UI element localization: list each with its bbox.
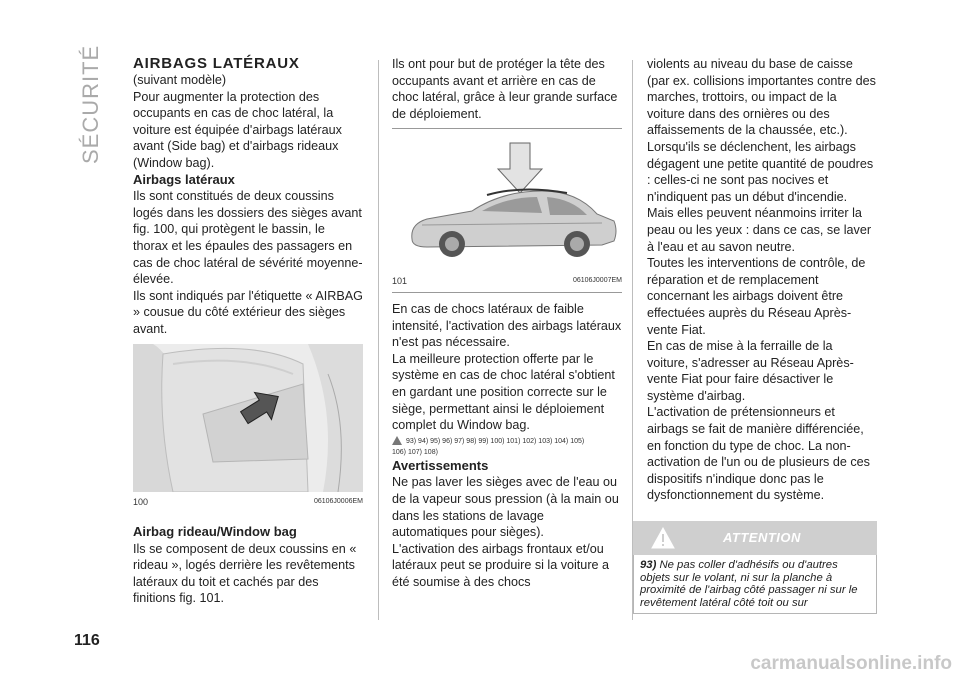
warning-triangle-icon — [651, 527, 675, 549]
refs-line: 106) 107) 108) — [392, 448, 438, 456]
paragraph: Ils se composent de deux coussins en « rideau », logés derrière les revêtements latéraux du toit et cachés par des finitions fig. 101. — [133, 541, 357, 606]
paragraph: violents au niveau du base de caisse (par ex. collisions importantes contre des marches, trottoirs, ou impact de la voiture dans des ornières ou des affaissements de la chaussée, etc.). — [647, 57, 876, 138]
section-title: AIRBAGS LATÉRAUX — [133, 55, 300, 72]
column-1 — [133, 56, 363, 607]
figure-number: 101 — [392, 276, 408, 287]
figure-code: 06106J0006EM — [313, 497, 363, 505]
subheading: Airbags latéraux — [133, 171, 235, 187]
paragraph: En cas de mise à la ferraille de la voiture, s'adresser au Réseau Après-vente Fiat pour faire désactiver le système d'airbag. — [647, 339, 854, 403]
paragraph: Toutes les interventions de contrôle, de réparation et de remplacement concernant les airbags doivent être effectuées auprès du Réseau Après-vente Fiat. — [647, 256, 866, 337]
paragraph: En cas de chocs latéraux de faible intensité, l'activation des airbags latéraux n'est pas nécessaire. — [392, 301, 622, 350]
figure-caption — [392, 273, 622, 290]
subheading: Airbag rideau/Window bag — [133, 524, 297, 540]
car-illustration — [392, 129, 622, 271]
warning-icon — [392, 436, 402, 445]
attention-header — [633, 521, 877, 555]
paragraph: La meilleure protection offerte par le système en cas de choc latéral s'obtient en gardant une position correcte sur le siège, permettant ainsi le déploiement complet du Window bag. — [392, 351, 615, 433]
column-divider — [378, 60, 379, 620]
paragraph: Ils sont constitués de deux coussins logés dans les dossiers des sièges avant fig. 100, qui protègent le bassin, le thorax et les épaules des passagers en cas de choc latéral de sévérité moyenne-élevée. — [133, 189, 363, 287]
footer-watermark: carmanualsonline.info — [750, 653, 952, 674]
figure-number: 100 — [133, 496, 149, 507]
attention-body — [633, 555, 877, 614]
paragraph: Ils ont pour but de protéger la tête des occupants avant et arrière en cas de choc latéral, grâce à leur grande surface de déploiement. — [392, 57, 618, 121]
down-arrow-icon — [498, 143, 542, 193]
page-number: 116 — [74, 632, 100, 649]
paragraph: L'activation des airbags frontaux et/ou latéraux peut se produire si la voiture a été soumise à des chocs — [392, 541, 610, 589]
figure-car — [392, 129, 622, 271]
refs-line: 93) 94) 95) 96) 97) 98) 99) 100) 101) 102) 103) 104) 105) — [406, 437, 585, 445]
attention-number: 93) — [640, 559, 657, 571]
paragraph: Ils sont indiqués par l'étiquette « AIRBAG » cousue du côté extérieur des sièges avant. — [133, 288, 363, 336]
figure-caption — [133, 494, 363, 511]
warning-refs — [392, 436, 622, 458]
section-label: SÉCURITÉ — [78, 44, 103, 164]
attention-box — [633, 521, 877, 614]
paragraph: Lorsqu'ils se déclenchent, les airbags dégagent une petite quantité de poudres : celles-ci ne sont pas nocives et n'indiquent pas un début d'incendie. Mais elles peuvent néanmoins irriter la peau ou les yeux : dans ce cas, se laver à l'eau et au savon neutre. — [647, 139, 874, 254]
paragraph: L'activation de prétensionneurs et airbags se fait de manière différenciée, en fonction du type de choc. La non-activation de l'un ou de plusieurs de ces dispositifs n'indique donc pas le dysfonctionnement du système. — [647, 405, 870, 503]
divider — [392, 292, 622, 293]
column-2 — [392, 56, 622, 590]
attention-text: Ne pas coller d'adhésifs ou d'autres objets sur le volant, ni sur la planche à proximité de l'airbag côté passager ni sur le revêtement latéral côté toit ou sur — [640, 559, 858, 609]
column-3 — [647, 56, 877, 504]
figure-seat — [133, 344, 363, 492]
paragraph: Pour augmenter la protection des occupants en cas de choc latéral, la voiture est équipée d'airbags latéraux avant (Side bag) et d'airbags rideaux (Window bag). — [133, 89, 342, 170]
section-side-tab — [74, 44, 114, 164]
figure-code: 06106J0007EM — [572, 277, 622, 285]
seat-illustration — [133, 344, 363, 492]
subheading: Avertissements — [392, 457, 489, 473]
paragraph: Ne pas laver les sièges avec de l'eau ou de la vapeur sous pression (à la main ou dans les stations de lavage automatiques pour sièges). — [392, 475, 619, 540]
attention-title: ATTENTION — [723, 530, 801, 545]
subtitle: (suivant modèle) — [133, 73, 227, 87]
